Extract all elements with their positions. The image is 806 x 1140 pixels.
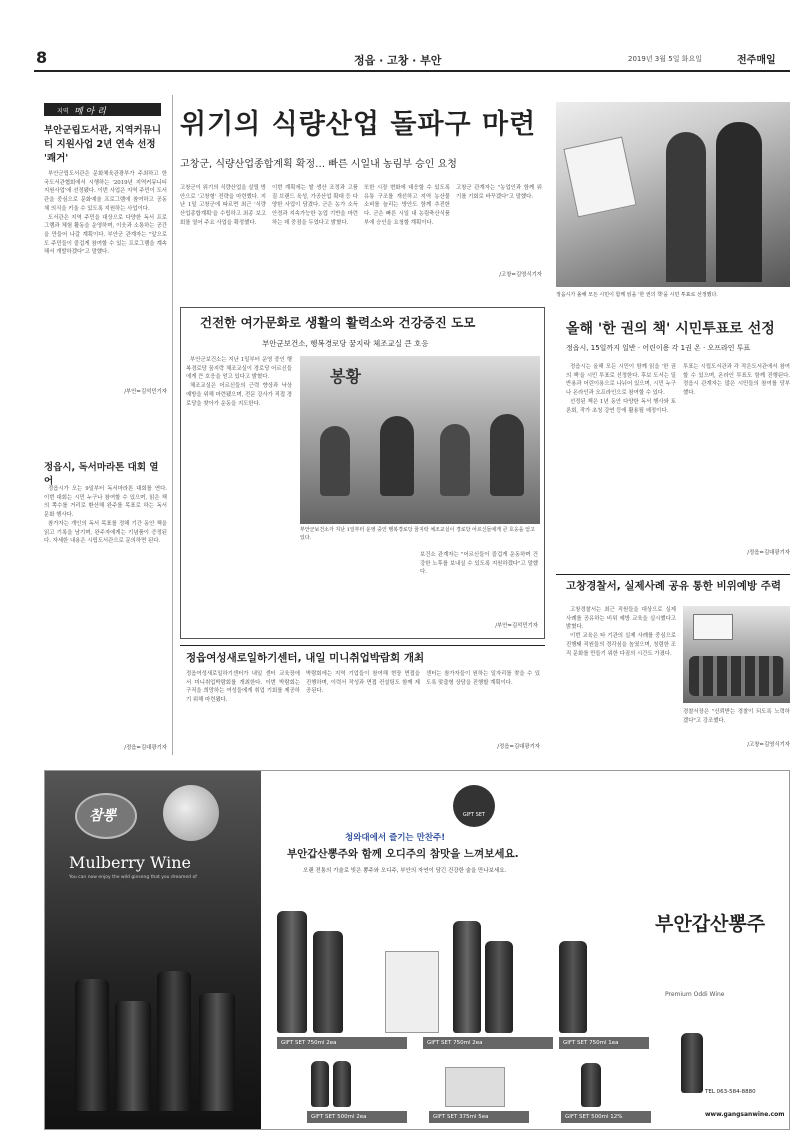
police-body-right: 경찰서장은 "신뢰받는 경찰이 되도록 노력하겠다"고 강조했다.: [683, 709, 790, 724]
audience: [689, 656, 784, 696]
bottle-icon: [581, 1063, 601, 1107]
police-training-photo: [683, 606, 790, 703]
gift-label: GIFT SET 750ml 2ea: [423, 1037, 553, 1049]
women-byline: /정읍=김대광기자: [497, 744, 540, 750]
mulberry-wine-label: Mulberry Wine: [69, 853, 191, 872]
box-body-right: 보건소 관계자는 "어르신들이 즐겁게 운동하며 건강한 노후를 보내실 수 있도록 지원하겠다"고 말했다.: [420, 552, 538, 576]
photo-caption: 정읍시가 올해 모든 시민이 함께 읽을 '한 권의 책'을 시민 투표로 선정했다.: [556, 292, 718, 298]
gift-label: GIFT SET 500ml 2ea: [307, 1111, 407, 1123]
book-vote-headline: 올해 '한 권의 책' 시민투표로 선정: [566, 321, 775, 337]
gift-box: [385, 951, 439, 1033]
participant-figure: [380, 416, 414, 496]
website-url: www.gangsanwine.com: [705, 1111, 785, 1118]
ad-tagline-en: You can now enjoy the wild ginseng that you dreamed of: [69, 875, 197, 880]
brand-logo: 참뽕: [89, 808, 117, 824]
ad-desc: 오랜 전통의 기술로 빚은 뽕주와 오디주, 부안의 자연이 담긴 건강한 술을 만나보세요.: [303, 868, 507, 874]
lead-byline: /고창=김영식기자: [499, 272, 542, 278]
wall-sign: 봉황: [330, 367, 361, 386]
police-body: 고창경찰서는 최근 직원들을 대상으로 실제 사례를 공유하는 비위 예방 교육을 실시했다고 밝혔다. 이번 교육은 타 기관의 실제 사례를 중심으로 진행돼 직원들의 경각심을 높였으며, 청렴한 조직 문화를 만들기 위한 다짐의 시간도 가졌다.: [566, 607, 676, 657]
box-photo-caption: 부안군보건소가 지난 1일부터 운영 중인 행복경로당 꿈지락 체조교실이 경로당 어르신들에게 큰 호응을 얻고 있다.: [300, 527, 535, 541]
bottle-icon: [115, 1001, 151, 1111]
box-headline: 건전한 여가문화로 생활의 활력소와 건강증진 도모: [200, 315, 476, 330]
bottle-icon: [277, 911, 307, 1033]
bottle-icon: [157, 971, 191, 1111]
issue-date: 2019년 3월 5일 화요일: [628, 55, 702, 63]
bottle-icon: [199, 993, 235, 1111]
bottle-icon: [75, 979, 109, 1111]
book-vote-photo: [556, 102, 790, 287]
brand-right: 부안갑산뽕주: [655, 913, 766, 935]
bottle-icon: [453, 921, 481, 1033]
gift-label: GIFT SET 375ml 5ea: [429, 1111, 529, 1123]
police-byline: /고창=김영식기자: [747, 742, 790, 748]
tag-prefix: 지역: [57, 108, 69, 115]
poster-board: [563, 137, 636, 218]
page-header: [34, 48, 790, 68]
gift-label: GIFT SET 500ml 12%: [561, 1111, 651, 1123]
page-number: 8: [36, 48, 48, 67]
women-col-2: 박람회에는 지역 기업들이 참여해 현장 면접을 진행하며, 이력서 작성과 면접 컨설팅도 함께 제공된다.: [306, 671, 420, 695]
sidebar-divider: [172, 95, 173, 755]
article-rule: [180, 645, 545, 646]
gift-label: GIFT SET 750ml 1ea: [559, 1037, 649, 1049]
gift-box: [445, 1067, 505, 1107]
bottle-icon: [559, 941, 587, 1033]
lead-col-4: 고창군 관계자는 "농업인과 함께 위기를 기회로 바꾸겠다"고 말했다.: [456, 185, 542, 200]
sidebar-article2-title: 정읍시, 독서마라톤 대회 열어: [44, 462, 159, 487]
sidebar-tag: [44, 103, 161, 116]
sidebar-article2-body: 정읍시가 오는 9일부터 독서마라톤 대회를 연다. 이번 대회는 시민 누구나 참여할 수 있으며, 읽은 책의 쪽수를 거리로 환산해 완주를 목표로 하는 독서 문화 행사다. 참가자는 개인의 독서 목표를 정해 기간 동안 책을 읽고 기록을 남기며, 완주자에게는 기념품이 증정된다. 자세한 내용은 시립도서관으로 문의하면 된다.: [44, 486, 167, 545]
person-figure: [666, 132, 706, 282]
exercise-class-photo: [300, 356, 540, 524]
brand-right-en: Premium Oddi Wine: [665, 991, 725, 998]
book-vote-body: 정읍시는 올해 모든 시민이 함께 읽을 '한 권의 책'을 시민 투표로 선정한다. 후보 도서는 일반용과 어린이용으로 나뉘어 있으며, 시민 누구나 온라인과 오프라인으로 참여할 수 있다. 선정된 책은 1년 동안 다양한 독서 행사와 토론회, 작가 초청 강연 등에 활용될 예정이다.: [566, 364, 676, 414]
box-subhead: 부안군보건소, 행복경로당 꿈지락 체조교실 큰 호응: [262, 339, 429, 348]
contact-phone: TEL 063-584-8880: [705, 1089, 756, 1095]
book-vote-subhead: 정읍시, 15일까지 일반 · 어린이용 각 1권 온 · 오프라인 투표: [566, 344, 751, 352]
screen: [693, 614, 733, 640]
person-figure: [716, 122, 762, 282]
women-col-3: 센터는 참가자들이 원하는 일자리를 찾을 수 있도록 맞춤형 상담을 진행할 계획이다.: [426, 671, 540, 686]
bottle-icon: [313, 931, 343, 1033]
advertisement: [44, 770, 790, 1130]
lead-col-2: 이번 계획에는 쌀 생산 조정과 고품질 브랜드 육성, 가공산업 확대 등 다양한 사업이 담겼다. 군은 농가 소득 안정과 지속가능한 농업 기반을 마련하는 데 중점을 두었다고 밝혔다.: [272, 185, 358, 226]
bottle-icon: [681, 1033, 703, 1093]
sidebar-article-title: 부안군립도서관, 지역커뮤니티 지원사업 2년 연속 선정 '쾌거': [44, 125, 162, 164]
ad-headline: 부안갑산뽕주와 함께 오디주의 참맛을 느껴보세요.: [287, 848, 519, 860]
bottle-icon: [333, 1061, 351, 1107]
police-headline: 고창경찰서, 실제사례 공유 통한 비위예방 주력: [566, 580, 781, 592]
bottle-icon: [485, 941, 513, 1033]
participant-figure: [320, 426, 350, 496]
lead-col-3: 또한 시장 변화에 대응할 수 있도록 유통 구조를 개선하고 지역 농산물 소비를 늘리는 방안도 함께 추진한다. 군은 빠른 시일 내 농림축산식품부에 승인을 요청할 계획이다.: [364, 185, 450, 226]
gift-set-badge: GIFT SET: [453, 785, 495, 827]
lead-subhead: 고창군, 식량산업종합계획 확정… 빠른 시일내 농림부 승인 요청: [180, 159, 457, 170]
book-vote-body-right: 투표는 시립도서관과 각 작은도서관에서 참여할 수 있으며, 온라인 투표도 함께 진행된다. 정읍시 관계자는 많은 시민들의 참여를 당부했다.: [683, 364, 790, 397]
lead-col-1: 고창군이 위기의 식량산업을 살릴 방안으로 '고창형' 전략을 마련했다. 지난 1일 고창군에 따르면 최근 '식량산업종합계획'을 수립하고 최종 보고회를 열어 주요 사업을 확정했다.: [180, 185, 266, 226]
participant-figure: [440, 424, 470, 496]
box-byline: /부안=김석민기자: [495, 623, 538, 629]
participant-figure: [490, 414, 524, 496]
section-rule: [556, 574, 790, 575]
header-rule: [34, 70, 790, 72]
sidebar-article-body: 부안군립도서관은 문화체육관광부가 주최하고 한국도서관협회에서 시행하는 '2019년 지역커뮤니티 지원사업'에 선정됐다. 이번 사업은 지역 주민이 도서관을 중심으로 문화예술 프로그램에 참여하고 공동체 의식을 키울 수 있도록 지원하는 사업이다. 도서관은 지역 주민을 대상으로 다양한 독서 프로그램과 체험 활동을 운영하며, 이웃과 소통하는 공간을 만들어 나갈 계획이다. 부안군 관계자는 "앞으로도 주민들이 즐겁게 참여할 수 있는 프로그램을 계속해서 개발하겠다"고 말했다.: [44, 171, 167, 256]
sidebar2-byline: /정읍=김대광기자: [124, 745, 167, 751]
tag-name: 메 아 리: [74, 107, 106, 117]
women-col-1: 정읍여성새로일하기센터가 내일 센터 교육장에서 미니취업박람회를 개최한다. 이번 박람회는 구직을 희망하는 여성들에게 취업 기회를 제공하기 위해 마련됐다.: [186, 671, 300, 704]
gift-label: GIFT SET 750ml 2ea: [277, 1037, 407, 1049]
sidebar-byline: /부안=김석민기자: [124, 389, 167, 395]
lead-headline: 위기의 식량산업 돌파구 마련: [180, 109, 537, 140]
bottle-icon: [311, 1061, 329, 1107]
women-headline: 정읍여성새로일하기센터, 내일 미니취업박람회 개최: [186, 650, 428, 665]
mascot-icon: [163, 785, 219, 841]
book-vote-byline: /정읍=김대광기자: [747, 550, 790, 556]
ad-blue-text: 청와대에서 즐기는 만찬주!: [345, 833, 446, 843]
box-body-left: 부안군보건소는 지난 1일부터 운영 중인 행복경로당 꿈지락 체조교실이 경로당 어르신들에게 큰 호응을 얻고 있다고 밝혔다. 체조교실은 어르신들의 근력 향상과 낙상 예방을 위해 마련됐으며, 전문 강사가 직접 경로당을 찾아가 운동을 지도한다.: [186, 357, 292, 407]
section-title: 정읍 · 고창 · 부안: [354, 54, 442, 67]
paper-name: 전주매일: [737, 55, 776, 66]
